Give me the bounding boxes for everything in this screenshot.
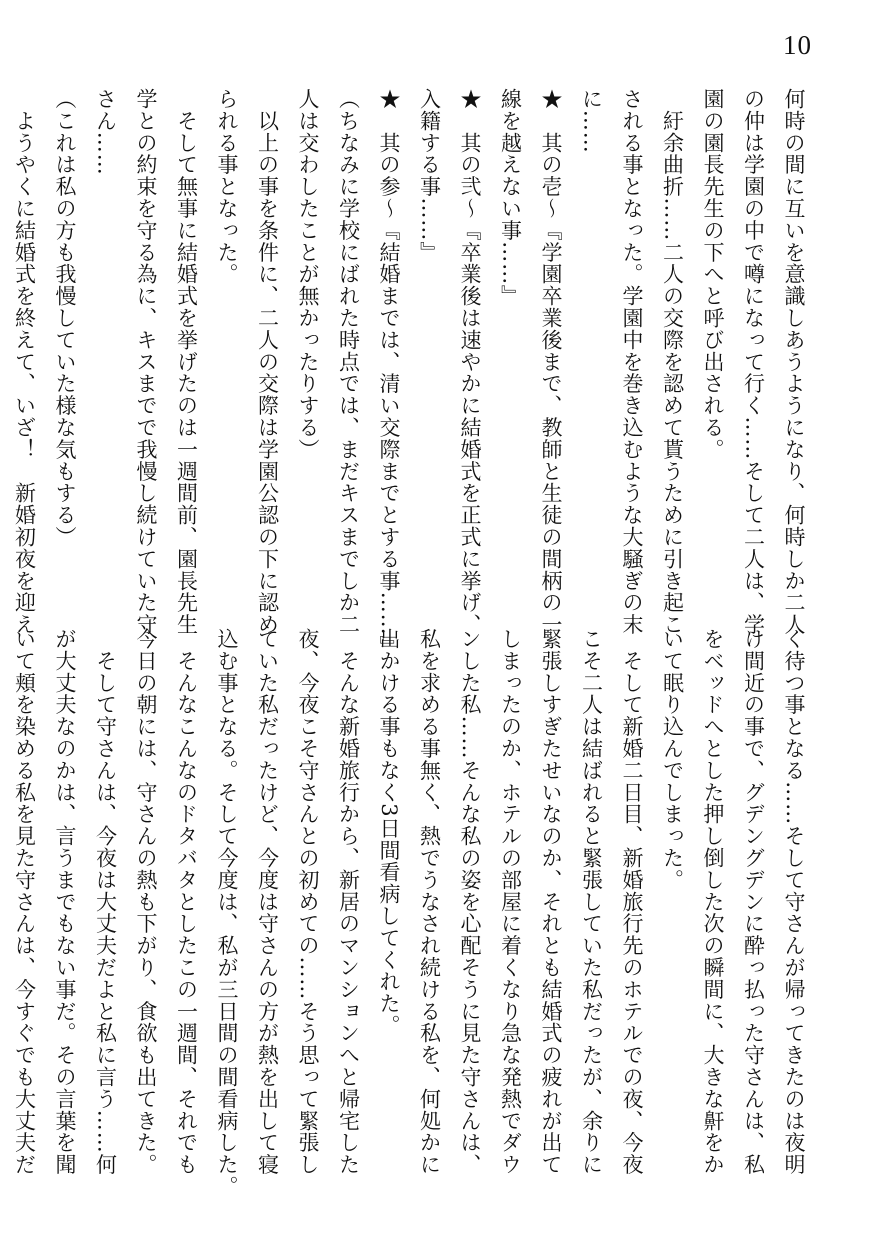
- text-line: 線を越えない事……』: [498, 88, 523, 307]
- text-line: 今日の朝には、守さんの熱も下がり、食欲も出てきた。: [134, 628, 158, 1176]
- text-line: られる事となった。: [215, 88, 239, 286]
- text-line: 込む事となる。そして今度は、私が三日間の間看病した。: [215, 628, 239, 1198]
- text-line: 出かける事もなく3日間看病してくれた。: [377, 628, 401, 1037]
- text-line: ンした私……そんな私の姿を心配そうに見た守さんは、: [458, 628, 482, 1176]
- text-line: [0, 88, 4, 588]
- text-line: いて眠り込んでしまった。: [660, 628, 685, 891]
- text-line: さん……: [93, 88, 118, 176]
- text-line: （これは私の方も我慢していた様な気もする）: [53, 88, 77, 548]
- text-line: そんな新婚旅行から、新居のマンションへと帰宅した: [336, 628, 361, 1176]
- text-line: 緊張しすぎたせいなのか、それとも結婚式の疲れが出て: [539, 628, 563, 1176]
- text-line: をベッドへとした押し倒した次の瞬間に、大きな鼾をか: [701, 628, 725, 1176]
- text-line: く待つ事となる……そして守さんが帰ってきたのは夜明: [782, 628, 806, 1176]
- text-line: ★ 其の参〜『結婚までは、清い交際までとする事……』: [377, 88, 401, 658]
- text-line: [0, 628, 4, 1143]
- text-line: 入籍する事……』: [417, 88, 442, 264]
- text-line: 夜、今夜こそ守さんとの初めての……そう思って緊張し: [296, 628, 320, 1176]
- text-line: こそ二人は結ばれると緊張していた私だったが、余りに: [579, 628, 604, 1176]
- text-line: そして無事に結婚式を挙げたのは一週間前、園長先生: [174, 88, 199, 636]
- text-line: 学との約束を守る為に、キスまでで我慢し続けていた守: [134, 88, 158, 636]
- text-line: 人は交わしたことが無かったりする）: [296, 88, 320, 461]
- text-line: 園の園長先生の下へと呼び出される。: [701, 88, 725, 461]
- text-line: に……: [579, 88, 604, 154]
- text-line: 何時の間に互いを意識しあうようになり、何時しか二人: [782, 88, 806, 636]
- upper-text-block: [12, 88, 814, 658]
- text-line: 紆余曲折……二人の交際を認めて貰うために引き起こ: [660, 88, 685, 636]
- text-line: そして新婚二日目、新婚旅行先のホテルでの夜、今夜: [620, 628, 644, 1176]
- text-line: け間近の事で、グデングデンに酔っ払った守さんは、私: [741, 628, 766, 1176]
- text-line: いて頬を染める私を見た守さんは、今すぐでも大丈夫だ: [12, 628, 37, 1176]
- text-line: そして守さんは、今夜は大丈夫だよと私に言う……何: [93, 628, 118, 1176]
- text-line: 以上の事を条件に、二人の交際は学園公認の下に認め: [255, 88, 280, 636]
- text-line: ていた私だったけど、今度は守さんの方が熱を出して寝: [255, 628, 280, 1176]
- text-line: （ちなみに学校にばれた時点では、まだキスまでしか二: [336, 88, 361, 636]
- text-line: しまったのか、ホテルの部屋に着くなり急な発熱でダウ: [498, 628, 523, 1176]
- lower-text-block: [12, 628, 814, 1198]
- text-line: が大丈夫なのかは、言うまでもない事だ。その言葉を聞: [53, 628, 77, 1176]
- page-number: 10: [783, 30, 812, 60]
- text-line: される事となった。学園中を巻き込むような大騒ぎの末: [620, 88, 644, 636]
- text-line: そんなこんなのドタバタとしたこの一週間、それでも: [174, 628, 199, 1176]
- text-line: 私を求める事無く、熱でうなされ続ける私を、何処かに: [417, 628, 442, 1176]
- text-line: ようやくに結婚式を終えて、いざ！ 新婚初夜を迎え: [12, 88, 37, 636]
- text-line: ★ 其の弐〜『卒業後は速やかに結婚式を正式に挙げ、: [458, 88, 482, 636]
- text-line: ★ 其の壱〜『学園卒業後まで、教師と生徒の間柄の一: [539, 88, 563, 636]
- text-line: の仲は学園の中で噂になって行く……そして二人は、学: [741, 88, 766, 636]
